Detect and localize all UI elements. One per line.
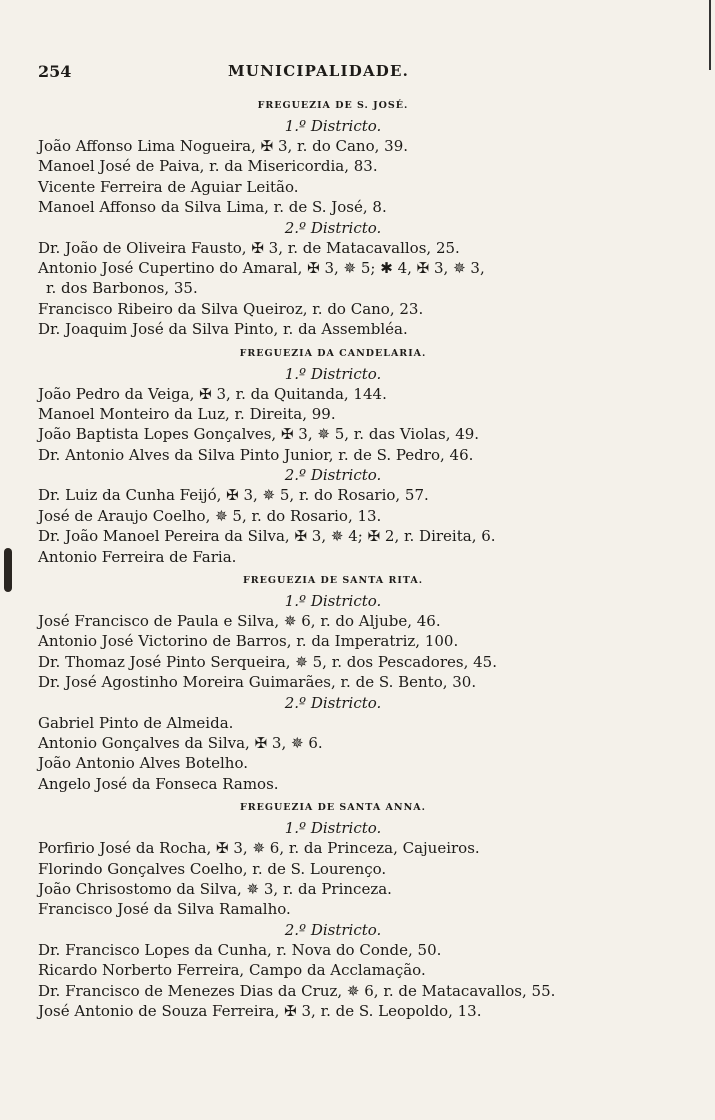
parish-section (38, 798, 628, 1021)
member-entry: r. dos Barbonos, 35. (46, 279, 198, 298)
member-entry: Dr. Antonio Alves da Silva Pinto Junior, r. de S. Pedro, 46. (38, 445, 474, 464)
member-entry: Dr. João Manoel Pereira da Silva, ✠ 3, ✵ 4; ✠ 2, r. Direita, 6. (38, 527, 496, 546)
member-entry: Dr. Thomaz José Pinto Serqueira, ✵ 5, r. dos Pescadores, 45. (38, 652, 497, 671)
member-entry: Florindo Gonçalves Coelho, r. de S. Lourenço. (38, 859, 387, 878)
member-entry: Antonio José Victorino de Barros, r. da Imperatriz, 100. (38, 632, 459, 651)
member-entry: José de Araujo Coelho, ✵ 5, r. do Rosario, 13. (38, 506, 382, 525)
member-entry: Antonio Gonçalves da Silva, ✠ 3, ✵ 6. (38, 733, 323, 752)
member-entry: José Francisco de Paula e Silva, ✵ 6, r. do Aljube, 46. (38, 611, 441, 630)
member-entry: Manoel Affonso da Silva Lima, r. de S. José, 8. (38, 198, 387, 217)
district-heading: 1.º Districto. (284, 364, 382, 383)
district-heading: 2.º Districto. (284, 920, 382, 939)
district-heading: 1.º Districto. (284, 819, 382, 838)
page-edge-mark (4, 548, 12, 592)
member-entry: João Pedro da Veiga, ✠ 3, r. da Quitanda, 144. (38, 384, 387, 403)
running-title: MUNICIPALIDADE. (228, 62, 410, 80)
member-entry: João Chrisostomo da Silva, ✵ 3, r. da Princeza. (38, 879, 392, 898)
parish-section (38, 344, 628, 567)
parish-heading: FREGUEZIA DE SANTA RITA. (242, 574, 424, 586)
member-entry: João Affonso Lima Nogueira, ✠ 3, r. do Cano, 39. (38, 137, 409, 155)
member-entry: Dr. João de Oliveira Fausto, ✠ 3, r. de Matacavallos, 25. (38, 238, 460, 257)
parish-heading: FREGUEZIA DE SANTA ANNA. (240, 802, 426, 814)
member-entry: Ricardo Norberto Ferreira, Campo da Acclamação. (38, 961, 426, 980)
district-heading: 1.º Districto. (284, 591, 382, 610)
member-entry: João Baptista Lopes Gonçalves, ✠ 3, ✵ 5, r. das Violas, 49. (38, 425, 480, 444)
district-heading: 2.º Districto. (284, 218, 382, 237)
member-entry: Francisco Ribeiro da Silva Queiroz, r. do Cano, 23. (38, 299, 424, 318)
member-entry: Vicente Ferreira de Aguiar Leitão. (38, 177, 299, 196)
parish-section (38, 571, 628, 794)
document-body (38, 92, 628, 1021)
parish-heading: FREGUEZIA DA CANDELARIA. (239, 347, 427, 359)
page-number: 254 (38, 62, 72, 81)
parish-section (38, 96, 628, 340)
binding-edge-mark (709, 0, 711, 70)
member-entry: Angelo José da Fonseca Ramos. (38, 774, 279, 793)
district-heading: 2.º Districto. (284, 466, 382, 485)
member-entry: Antonio Ferreira de Faria. (38, 547, 237, 566)
member-entry: Porfirio José da Rocha, ✠ 3, ✵ 6, r. da Princeza, Cajueiros. (38, 839, 480, 858)
member-entry: Francisco José da Silva Ramalho. (38, 900, 291, 919)
member-entry: Antonio José Cupertino do Amaral, ✠ 3, ✵ 5; ✱ 4, ✠ 3, ✵ 3, (38, 259, 485, 278)
member-entry: Manoel Monteiro da Luz, r. Direita, 99. (38, 405, 336, 424)
member-entry: Dr. Joaquim José da Silva Pinto, r. da Assembléa. (38, 320, 408, 339)
district-heading: 2.º Districto. (284, 693, 382, 712)
member-entry: Dr. José Agostinho Moreira Guimarães, r. de S. Bento, 30. (38, 673, 477, 692)
member-entry: Dr. Luiz da Cunha Feijó, ✠ 3, ✵ 5, r. do Rosario, 57. (38, 486, 429, 505)
member-entry: Manoel José de Paiva, r. da Misericordia, 83. (38, 157, 378, 176)
member-entry: Gabriel Pinto de Almeida. (38, 713, 234, 732)
parish-heading: FREGUEZIA DE S. JOSÉ. (257, 100, 409, 111)
member-entry: João Antonio Alves Botelho. (38, 754, 248, 773)
member-entry: Dr. Francisco de Menezes Dias da Cruz, ✵ 6, r. de Matacavallos, 55. (38, 981, 556, 1000)
member-entry: José Antonio de Souza Ferreira, ✠ 3, r. de S. Leopoldo, 13. (38, 1002, 482, 1020)
member-entry: Dr. Francisco Lopes da Cunha, r. Nova do Conde, 50. (38, 940, 442, 959)
district-heading: 1.º Districto. (284, 117, 382, 135)
running-header (38, 62, 638, 86)
